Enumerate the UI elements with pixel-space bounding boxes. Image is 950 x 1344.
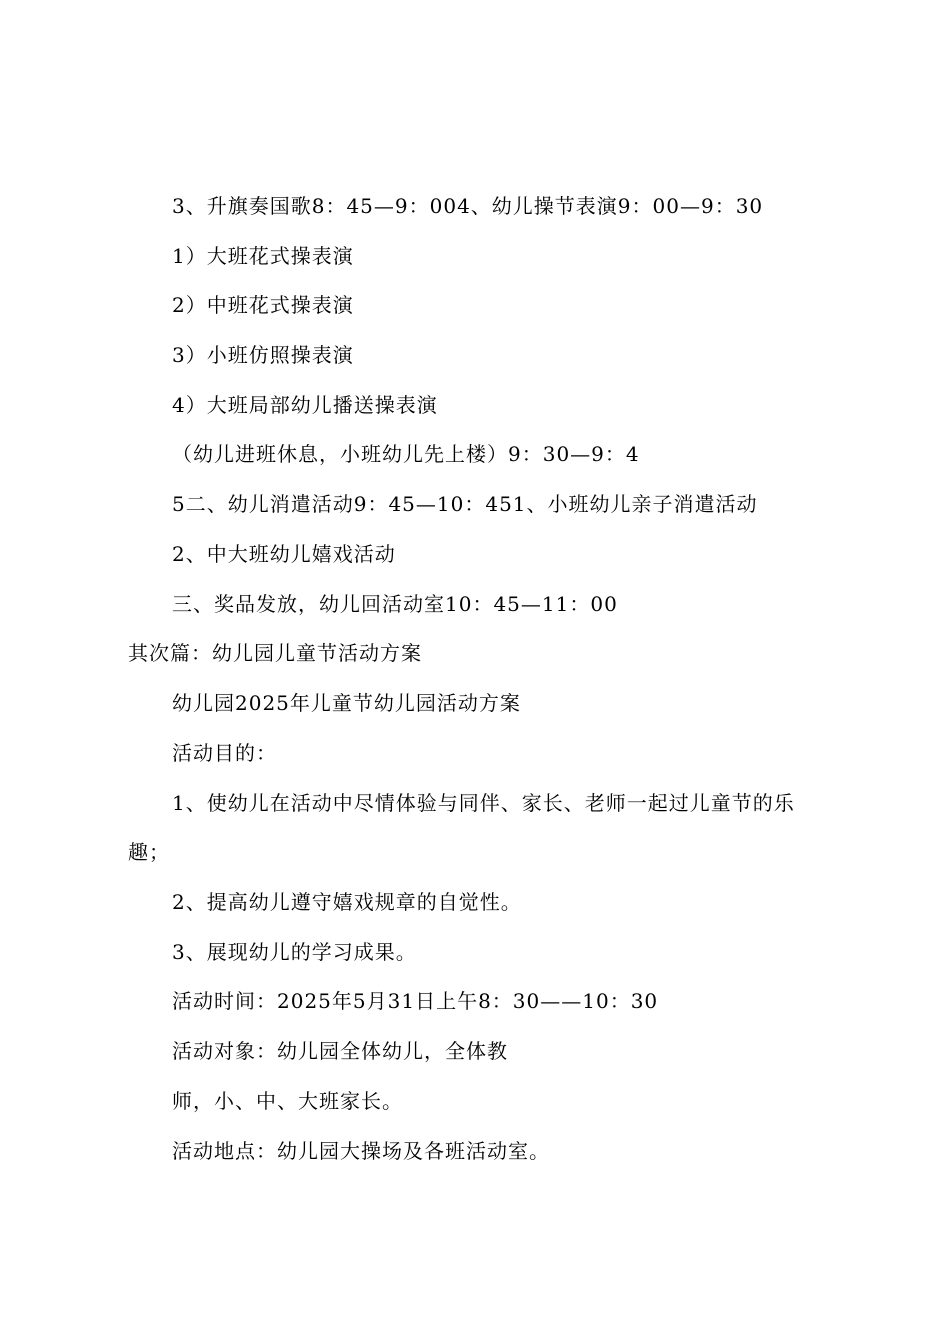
text-line: 4）大班局部幼儿播送操表演 — [172, 393, 438, 417]
document-title: 幼儿园2025年儿童节幼儿园活动方案 — [172, 691, 521, 715]
text-line: 1、使幼儿在活动中尽情体验与同伴、家长、老师一起过儿童节的乐 — [172, 791, 795, 815]
text-line: 3）小班仿照操表演 — [172, 343, 354, 367]
text-line: 师，小、中、大班家长。 — [172, 1089, 403, 1113]
text-line: 3、展现幼儿的学习成果。 — [172, 940, 417, 964]
text-line: （幼儿进班休息，小班幼儿先上楼）9：30—9：4 — [172, 442, 640, 466]
text-line: 5二、幼儿消遣活动9：45—10：451、小班幼儿亲子消遣活动 — [172, 492, 758, 516]
text-line: 2）中班花式操表演 — [172, 293, 354, 317]
text-line: 活动地点：幼儿园大操场及各班活动室。 — [172, 1139, 550, 1163]
text-line: 2、提高幼儿遵守嬉戏规章的自觉性。 — [172, 890, 522, 914]
text-line: 活动目的： — [172, 741, 277, 765]
section-heading: 其次篇：幼儿园儿童节活动方案 — [128, 641, 422, 665]
text-line: 1）大班花式操表演 — [172, 244, 354, 268]
text-line: 三、奖品发放，幼儿回活动室10：45—11：00 — [172, 592, 618, 616]
text-line: 活动对象：幼儿园全体幼儿，全体教 — [172, 1039, 508, 1063]
text-line: 趣； — [128, 840, 170, 864]
text-line: 3、升旗奏国歌8：45—9：004、幼儿操节表演9：00—9：30 — [172, 194, 764, 218]
text-line: 活动时间：2025年5月31日上午8：30——10：30 — [172, 989, 659, 1013]
text-line: 2、中大班幼儿嬉戏活动 — [172, 542, 396, 566]
